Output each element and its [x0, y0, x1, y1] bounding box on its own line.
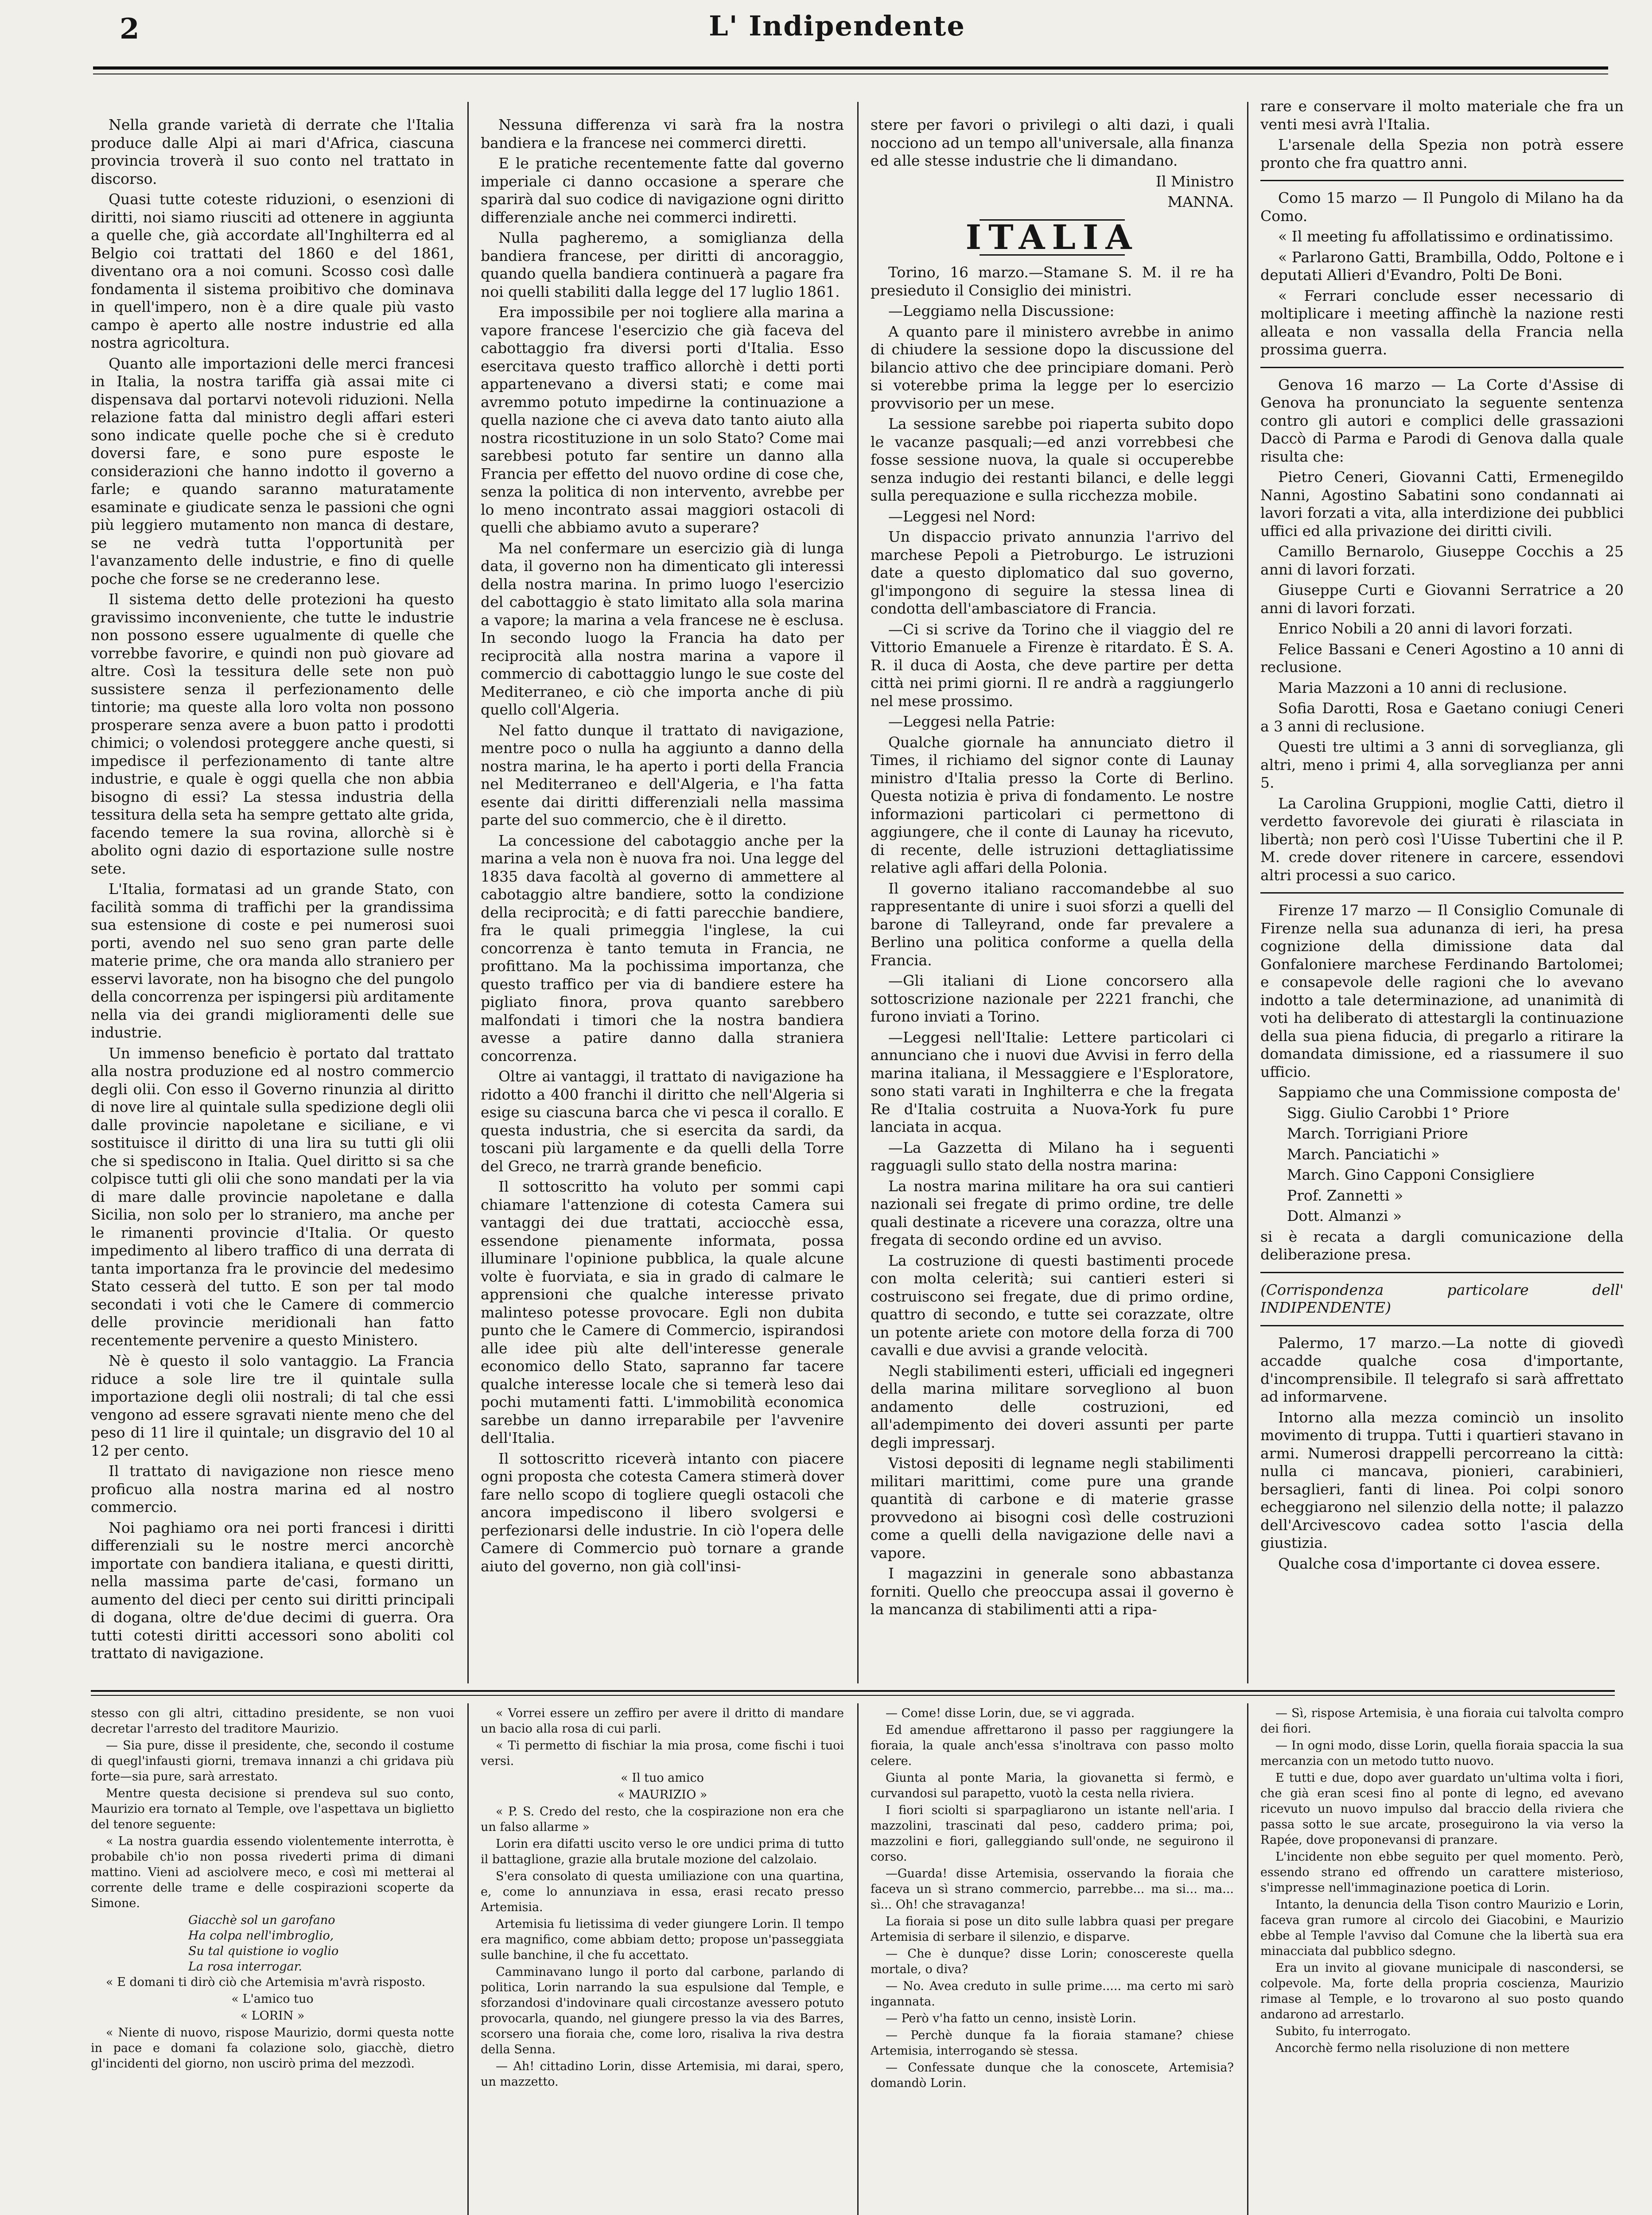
paragraph: Nel fatto dunque il trattato di navigazione, mentre poco o nulla ha aggiunto a danno della nostra marina, le ha aperto i porti della Francia nel Mediterraneo e dell'Algeria, e l'ha fatta esente dai diritti differenziali nella massima parte del suo commercio, che è il diretto. — [481, 721, 844, 828]
paragraph: — Però v'ha fatto un cenno, insistè Lorin. — [886, 2012, 1136, 2025]
paragraph: Qualche giornale ha annunciato dietro il Times, il richiamo del signor conte di Launay ministro d'Italia presso la Corte di Berlino. Questa notizia è priva di fondamento. Le nostre informazioni particolari ci permettono di aggiungere, che il conte di Launay ha ricevuto, di recente, delle istruzioni dettagliatissime relative agli affari della Polonia. — [871, 733, 1234, 876]
paragraph: — In ogni modo, disse Lorin, quella fioraia spaccia la sua mercanzia con un metodo tutto nuovo. — [1260, 1739, 1624, 1768]
paragraph: — Sì, rispose Artemisia, è una fioraia cui talvolta compro dei fiori. — [1260, 1706, 1624, 1736]
paragraph: Nè è questo il solo vantaggio. La Francia riduce a sole lire tre il quintale sulla importazione degli olii nostrali; di tal che essi vengono ad essere sgravati niente meno che del peso di 11 lire il quintale; un disgravio del 10 al 12 per cento. — [91, 1352, 454, 1459]
paragraph: Sofia Darotti, Rosa e Gaetano coniugi Ceneri a 3 anni di reclusione. — [1260, 699, 1624, 735]
page-number: 2 — [120, 12, 140, 46]
paragraph: Giunta al ponte Maria, la giovanetta si fermò, e curvandosi sul parapetto, vuotò la cesta nella riviera. — [871, 1771, 1234, 1800]
paragraph: Torino, 16 marzo.—Stamane S. M. il re ha presieduto il Consiglio dei ministri. — [871, 264, 1234, 299]
separator — [1260, 892, 1624, 894]
list-item: March. Panciatichi » — [1287, 1145, 1440, 1163]
paragraph: Subito, fu interrogato. — [1275, 2025, 1411, 2038]
paragraph: Era un invito al giovane municipale di nascondersi, se colpevole. Ma, forte della propria coscienza, Maurizio rimase al Temple, e lo trovarono al suo posto quando andarono ad arrestarlo. — [1260, 1961, 1624, 2021]
paragraph: S'era consolato di questa umiliazione con una quartina, e, come lo annunziava in essa, erasi recato presso Artemisia. — [481, 1869, 844, 1914]
paragraph: Quasi tutte coteste riduzioni, o esenzioni di diritti, noi siamo riusciti ad ottenere in aggiunta a quelle che, già accordate all'Inghilterra ed al Belgio coi trattati del 1860 e del 1861, diventano ora a noi comuni. Scosso così dalle fondamenta il sistema proibitivo che dominava in quell'impero, non è a dire quale più vasto campo è aperto alle nostre industrie ed alla nostra agricoltura. — [91, 190, 454, 351]
paragraph: Era impossibile per noi togliere alla marina a vapore francese l'esercizio che già faceva del cabottaggio fra diversi porti d'Italia. Esso esercitava questo traffico allorchè i detti porti appartenevano a diversi stati; e come mai avremmo potuto impedirne la continuazione a quella nazione che ci aveva dato tanto aiuto alla nostra ricostituzione in un solo Stato? Come mai sarebbesi potuto far sentire un danno alla Francia per effetto del nuovo ordine di cose che, senza la politica di non intervento, avrebbe per lo meno incontrato assai maggiori ostacoli di quelli che abbiamo avuto a superare? — [481, 303, 844, 536]
paragraph: Oltre ai vantaggi, il trattato di navigazione ha ridotto a 400 franchi il diritto che nell'Algeria si esige su ciascuna barca che vi pesca il corallo. E questa industria, che si esercita da sardi, da toscani più largamente e da quelli della Torre del Greco, ne trarrà grande beneficio. — [481, 1068, 844, 1175]
list-item: Dott. Almanzi » — [1287, 1207, 1402, 1224]
paragraph: Questi tre ultimi a 3 anni di sorveglianza, gli altri, meno i primi 4, alla sorveglianza per anni 5. — [1260, 738, 1624, 791]
paragraph: « Parlarono Gatti, Brambilla, Oddo, Poltone e i deputati Allieri d'Evandro, Polti De Boni. — [1260, 248, 1624, 284]
paragraph: Il trattato di navigazione non riesce meno proficuo alla nostra marina ed al nostro commercio. — [91, 1462, 454, 1516]
paragraph: Camminavano lungo il porto dal carbone, parlando di politica, Lorin narrando la sua espulsione dal Temple, e sforzandosi d'indovinare quali circostanze avessero potuto provocarla, quando, nel giungere presso la via des Barres, scorsero una fioraia che, come loro, risaliva la riva destra della Senna. — [481, 1965, 844, 2056]
paragraph: Quanto alle importazioni delle merci francesi in Italia, la nostra tariffa già assai mite ci dispensava dal portarvi notevoli riduzioni. Nella relazione fatta dal ministro degli affari esteri sono indicate quelle poche che si è creduto doversi fare, e sono pure esposte le considerazioni che hanno indotto il governo a farle; e quando saranno maturatamente esaminate e giudicate senza le passioni che ogni più leggiero mutamento non manca di destare, se ne vedrà tutta l'opportunità per l'avanzamento delle industrie, e fino di quelle poche che forse se ne crederanno lese. — [91, 354, 454, 587]
paragraph: « La nostra guardia essendo violentemente interrotta, è probabile ch'io non possa rivederti prima di dimani mattino. Vieni ad asciolvere meco, e così mi metterai al corrente delle trame e delle cospirazioni scoperte da Simone. — [91, 1834, 454, 1910]
paragraph: La concessione del cabotaggio anche per la marina a vela non è nuova fra noi. Una legge del 1835 dava facoltà al governo di ammettere al cabotaggio altre bandiere, sotto la condizione della reciprocità; e di fatti parecchie bandiere, fra le quali primeggia l'inglese, la cui concorrenza è tanto temuta in Francia, ne profittano. Ma la pochissima importanza, che questo traffico per via di bandiere estere ha pigliato finora, prova quanto sarebbero malfondati i timori che la nostra bandiera avesse a patire danno dalla straniera concorrenza. — [481, 832, 844, 1065]
paragraph: Negli stabilimenti esteri, ufficiali ed ingegneri della marina militare sorvegliono al buon andamento delle costruzioni, ed all'adempimento dei doveri assunti per parte degli impressarj. — [871, 1362, 1234, 1451]
column-divider — [857, 1703, 859, 2215]
section-title: ITALIA — [965, 217, 1139, 257]
paragraph: si è recata a dargli comunicazione della deliberazione presa. — [1260, 1228, 1624, 1263]
paragraph: stere per favori o privilegi o alti dazi, i quali nocciono ad un tempo all'universale, alla finanza ed alle stesse industrie che li dimandano. — [871, 116, 1234, 169]
paragraph: rare e conservare il molto materiale che fra un venti mesi avrà l'Italia. — [1260, 97, 1624, 133]
paragraph: Camillo Bernarolo, Giuseppe Cocchis a 25 anni di lavori forzati. — [1260, 543, 1624, 578]
paragraph: Palermo, 17 marzo.—La notte di giovedì accadde qualche cosa d'importante, d'incomprensibile. Il telegrafo si sarà affrettato ad informarvene. — [1260, 1334, 1624, 1405]
column-1 — [91, 116, 454, 1667]
paragraph: Enrico Nobili a 20 anni di lavori forzati. — [1278, 620, 1573, 637]
paragraph: A quanto pare il ministero avrebbe in animo di chiudere la sessione dopo la discussione del bilancio attivo che dee principiare domani. Però si voterebbe prima la legge per lo esercizio provvisorio per un mese. — [871, 323, 1234, 412]
paragraph: Un dispaccio privato annunzia l'arrivo del marchese Pepoli a Pietroburgo. Le istruzioni date a questo diplomatico dal suo governo, gl'impongono di seguire la stessa linea di condotta dell'ambasciatore di Francia. — [871, 528, 1234, 617]
paragraph: E le pratiche recentemente fatte dal governo imperiale ci danno occasione a sperare che sparirà dal suo codice di navigazione ogni diritto differenziale anche nei commerci indiretti. — [481, 155, 844, 226]
column-divider — [467, 1703, 469, 2215]
paragraph: —La Gazzetta di Milano ha i seguenti ragguagli sullo stato della nostra marina: — [871, 1139, 1234, 1174]
column-4 — [1260, 97, 1624, 1675]
paragraph: —Leggesi nell'Italie: Lettere particolari ci annunciano che i nuovi due Avvisi in ferro della marina italiana, il Messaggiere e l'Esploratore, sono stati varati in Inghilterra e che la fregata Re d'Italia costruita a Nuova-York fu pure lanciata in acqua. — [871, 1028, 1234, 1135]
masthead: L' Indipendente — [709, 10, 965, 42]
paragraph: — Che è dunque? disse Lorin; conoscereste quella mortale, o diva? — [871, 1947, 1234, 1976]
paragraph: —Ci si scrive da Torino che il viaggio del re Vittorio Emanuele a Firenze è ritardato. È S. A. R. il duca di Aosta, che deve partire per detta città nei primi giorni. Il re andrà a raggiungerlo nel mese prossimo. — [871, 620, 1234, 710]
paragraph: Ed amendue affrettarono il passo per raggiungere la fioraia, la quale anch'essa s'inoltrava con passo molto celere. — [871, 1723, 1234, 1768]
paragraph: — No. Avea creduto in sulle prime..... ma certo mi sarò ingannata. — [871, 1979, 1234, 2009]
paragraph: Un immenso beneficio è portato dal trattato alla nostra produzione ed al nostro commercio degli olii. Con esso il Governo rinunzia al diritto di nove lire al quintale sulla spedizione degli olii dalle provincie napoletane e siciliane, e vi sostituisce il diritto di una lira su tutti gli olii che si spediscono in Italia. Quel diritto si sa che colpisce tutti gli olii che sono mandati per la via di mare dalle provincie napoletane e dalla Sicilia, non solo per lo straniero, ma anche per le rimanenti provincie d'Italia. Or questo impedimento al libero traffico di una derrata di tanta importanza fra le provincie del medesimo Stato cesserà del tutto. E son per tal modo secondati i voti che le Camere di commercio delle provincie meridionali han fatto recentemente pervenire a questo Ministero. — [91, 1044, 454, 1349]
separator — [1260, 180, 1624, 181]
column-divider — [467, 102, 469, 1683]
paragraph: stesso con gli altri, cittadino presidente, se non vuoi decretar l'arresto del traditore Maurizio. — [91, 1706, 454, 1736]
paragraph: La fioraia si pose un dito sulle labbra quasi per pregare Artemisia di serbare il silenzio, e disparve. — [871, 1915, 1234, 1944]
list-item: March. Gino Capponi Consigliere — [1287, 1166, 1535, 1183]
paragraph: « Ferrari conclude esser necessario di moltiplicare i meeting affinchè la nazione resti alleata e non vassalla della Francia nella prossima guerra. — [1260, 287, 1624, 358]
paragraph: — Ah! cittadino Lorin, disse Artemisia, mi darai, spero, un mazzetto. — [481, 2060, 844, 2089]
header-rule — [93, 66, 1608, 70]
signature-name: MANNA. — [1167, 193, 1234, 210]
paragraph: —Leggesi nel Nord: — [888, 507, 1036, 525]
column-divider — [1247, 102, 1248, 1683]
paragraph: Noi paghiamo ora nei porti francesi i diritti differenziali su le nostre merci ancorchè importate con bandiera italiana, e questi diritti, nella massima parte de'casi, formano un aumento del dieci per cento sui diritti principali di dogana, oltre de'due decimi di guerra. Ora tutti cotesti diritti accessori sono aboliti col trattato di navigazione. — [91, 1519, 454, 1662]
paragraph: « P. S. Credo del resto, che la cospirazione non era che un falso allarme » — [481, 1805, 844, 1834]
paragraph: Felice Bassani e Ceneri Agostino a 10 anni di reclusione. — [1260, 640, 1624, 676]
paragraph: —Gli italiani di Lione concorsero alla sottoscrizione nazionale per 2221 franchi, che furono inviati a Torino. — [871, 972, 1234, 1025]
column-2 — [481, 116, 844, 1667]
paragraph: Firenze 17 marzo — Il Consiglio Comunale di Firenze nella sua adunanza di ieri, ha presa cognizione della dimissione data dal Gonfaloniere marchese Ferdinando Bartolomei; e consapevole delle ragioni che lo avevano indotto a tale determinazione, ad unanimità di voti ha deliberato di attestargli la continuazione della sua piena fiducia, di pregarlo a ritirare la domandata dimissione, ed a riassumere il suo ufficio. — [1260, 902, 1624, 1080]
paragraph: Qualche cosa d'importante ci dovea essere. — [1278, 1554, 1601, 1572]
feuilleton-rule — [91, 1690, 1615, 1692]
paragraph: I fiori sciolti si sparpagliarono un istante nell'aria. I mazzolini, trascinati dal peso, caddero prima; poi, mazzolini e fiori, galleggiando sull'onde, ne seguirono il corso. — [871, 1803, 1234, 1864]
paragraph: La sessione sarebbe poi riaperta subito dopo le vacanze pasquali;—ed anzi vorrebbesi che fosse sessione nuova, la quale si occuperebbe senza indugio dei restanti bilanci, e delle leggi sulla perequazione e sulla ricchezza mobile. — [871, 415, 1234, 504]
verse-line: Su tal quistione io voglio — [188, 1944, 339, 1958]
paragraph: Nessuna differenza vi sarà fra la nostra bandiera e la francese nei commerci diretti. — [481, 116, 844, 152]
letter-signature: « MAURIZIO » — [617, 1788, 707, 1802]
separator — [1260, 367, 1624, 368]
paragraph: Intorno alla mezza cominciò un insolito movimento di truppa. Tutti i quartieri stavano in armi. Numerosi drappelli percorreano la città: nulla ci mancava, pionieri, carabinieri, bersaglieri, fanti di linea. Poi colpi sonoro echeggiarono nel silenzio della notte; il palazzo dell'Arcivescovo cadea sotto l'ascia della giustizia. — [1260, 1408, 1624, 1551]
paragraph: Il sistema detto delle protezioni ha questo gravissimo inconveniente, che tutte le industrie non possono essere ugualmente di quelle che vorrebbe favorire, e quindi non può giovare ad altre. Così la tessitura delle sete non può sussistere senza il perfezionamento delle tintorie; ma queste alla loro volta non possono prosperare senza avere a buon patto i prodotti chimici; o volendosi proteggere anche questi, si impedisce il perfezionamento di tante altre industrie, e quale è oggi quella che non abbia bisogno di essi? La stessa industria della tessitura della seta ha sempre gettato alte grida, facendo temere la sua rovina, allorchè si è abolito ogni dazio di esportazione sulle nostre sete. — [91, 591, 454, 877]
paragraph: L'arsenale della Spezia non potrà essere pronto che fra quattro anni. — [1260, 136, 1624, 171]
paragraph: « Ti permetto di fischiar la mia prosa, come fischi i tuoi versi. — [481, 1739, 844, 1768]
paragraph: « Il meeting fu affollatissimo e ordinatissimo. — [1278, 228, 1613, 245]
list-item: Prof. Zannetti » — [1287, 1186, 1403, 1204]
paragraph: Il governo italiano raccomandebbe al suo rappresentante di unire i suoi sforzi a quelli del barone di Talleyrand, onde far prevalere a Berlino una politica conforme a quella della Francia. — [871, 879, 1234, 969]
signature-title: Il Ministro — [1155, 172, 1234, 190]
paragraph: Il sottoscritto riceverà intanto con piacere ogni proposta che cotesta Camera stimerà dover fare nello scopo di togliere quegli ostacoli che ancora impediscono il libero svolgersi e perfezionarsi delle industrie. In ciò l'opera delle Camere di Commercio può tornare a grande aiuto del governo, non già coll'insi- — [481, 1449, 844, 1575]
feuilleton-rule-thin — [91, 1695, 1615, 1696]
paragraph: L'incidente non ebbe seguito per quel momento. Però, essendo strano ed offrendo un carattere misterioso, s'impresse nell'immaginazione poetica di Lorin. — [1260, 1850, 1624, 1895]
separator — [1260, 1325, 1624, 1326]
feuilleton-column-4 — [1260, 1706, 1624, 2215]
list-item: Sigg. Giulio Carobbi 1° Priore — [1287, 1104, 1509, 1122]
paragraph: Pietro Ceneri, Giovanni Catti, Ermenegildo Nanni, Agostino Sabatini sono condannati ai lavori forzati a vita, alla interdizione dei pubblici uffici ed alla privazione dei diritti civili. — [1260, 468, 1624, 540]
paragraph: — Come! disse Lorin, due, se vi aggrada. — [886, 1706, 1135, 1720]
paragraph: Mentre questa decisione si prendeva sul suo conto, Maurizio era tornato al Temple, ove l'aspettava un biglietto del tenore seguente: — [91, 1787, 454, 1831]
paragraph: Lorin era difatti uscito verso le ore undici prima di tutto il battaglione, grazie alla brutale mozione del calzolaio. — [481, 1837, 844, 1866]
correspondence-heading: (Corrispondenza particolare dell' INDIPENDENTE) — [1260, 1281, 1624, 1316]
paragraph: L'Italia, formatasi ad un grande Stato, con facilità somma di traffichi per la grandissima sua estensione di coste e pei numerosi suoi porti, avendo nel suo seno gran parte delle materie prime, che ora manda allo straniero per esservi lavorate, non ha bisogno che del pungolo della concorrenza per ispingersi più arditamente nella via dei grandi miglioramenti delle sue industrie. — [91, 880, 454, 1041]
letter-closing: « L'amico tuo — [231, 1992, 314, 2006]
paragraph: E tutti e due, dopo aver guardato un'ultima volta i fiori, che già eran scesi fino al ponte di legno, ed avevano ricevuto un nuovo impulso dal braccio della riviera che passa sotto le sue arcate, proseguirono la via verso la Rapée, dove proponevansi di pranzare. — [1260, 1771, 1624, 1847]
verse-line: La rosa interrogar. — [188, 1960, 303, 1974]
paragraph: La Carolina Gruppioni, moglie Catti, dietro il verdetto favorevole dei giurati è rilasciata in libertà; non però così l'Uisse Tubertini che il P. M. crede dover ritenere in carcere, essendovi altri processi a suo carico. — [1260, 794, 1624, 884]
column-3 — [871, 116, 1234, 1667]
paragraph: Nulla pagheremo, a somiglianza della bandiera francese, per diritti di ancoraggio, quando quella bandiera continuerà a pagare fra noi quelli stabiliti dalla legge del 17 luglio 1861. — [481, 229, 844, 300]
paragraph: — Perchè dunque fa la fioraia stamane? chiese Artemisia, interrogando sè stessa. — [871, 2028, 1234, 2058]
paragraph: Giuseppe Curti e Giovanni Serratrice a 20 anni di lavori forzati. — [1260, 581, 1624, 617]
feuilleton-column-1 — [91, 1706, 454, 2215]
verse-line: Ha colpa nell'imbroglio, — [188, 1929, 334, 1943]
paragraph: Artemisia fu lietissima di veder giungere Lorin. Il tempo era magnifico, come abbiam detto; propose un'passeggiata sulle banchine, il che fu accettato. — [481, 1917, 844, 1962]
paragraph: — Sia pure, disse il presidente, che, secondo il costume di quegl'infausti giorni, tremava innanzi a chi gridava più forte—sia pure, sarà arrestato. — [91, 1739, 454, 1784]
paragraph: La costruzione di questi bastimenti procede con molta celerità; sui cantieri esteri si costruiscono sei fregate, due di primo ordine, quattro di secondo, e tutte sei corazzate, oltre un potente ariete con motore della forza di 700 cavalli e due avvisi a grande velocità. — [871, 1251, 1234, 1359]
column-divider — [1247, 1703, 1248, 2215]
letter-closing: « Il tuo amico — [621, 1771, 704, 1785]
paragraph: Maria Mazzoni a 10 anni di reclusione. — [1278, 679, 1567, 696]
paragraph: —Guarda! disse Artemisia, osservando la fioraia che faceva un sì strano commercio, parrebbe... ma si... ma... sì... Oh! che stravaganza! — [871, 1867, 1234, 1912]
paragraph: — Confessate dunque che la conoscete, Artemisia? domandò Lorin. — [871, 2061, 1234, 2090]
paragraph: Nella grande varietà di derrate che l'Italia produce dalle Alpi ai mari d'Africa, ciascuna provincia troverà il suo conto nel trattato in discorso. — [91, 116, 454, 187]
paragraph: Il sottoscritto ha voluto per sommi capi chiamare l'attenzione di cotesta Camera sui vantaggi dei due trattati, acciocchè essa, essendone pienamente informata, possa illuminare l'opinione pubblica, la quale alcune volte è fuorviata, e sia in grado di calmare le apprensioni che qualche interesse privato malinteso potesse provocare. Egli non dubita punto che le Camere di Commercio, ispirandosi alle idee più alte dell'interesse generale economico dello Stato, sapranno far tacere qualche interesse locale che si temerà leso dai pochi mutamenti fatti. L'immobilità economica sarebbe un danno irreparabile per l'avvenire dell'Italia. — [481, 1178, 844, 1446]
paragraph: I magazzini in generale sono abbastanza forniti. Quello che preoccupa assai il governo è la mancanza di stabilimenti atti a ripa- — [871, 1565, 1234, 1618]
paragraph: —Leggesi nella Patrie: — [888, 713, 1055, 730]
paragraph: « Niente di nuovo, rispose Maurizio, dormi questa notte in pace e domani fa colazione solo, giacchè, dietro gl'incidenti del giorno, non uscirò prima del mezzodì. — [91, 2026, 454, 2071]
paragraph: « Vorrei essere un zeffiro per avere il dritto di mandare un bacio alla rosa di cui parli. — [481, 1706, 844, 1736]
verse-line: Giacchè sol un garofano — [188, 1913, 335, 1927]
paragraph: La nostra marina militare ha ora sui cantieri nazionali sei fregate di primo ordine, tre delle quali destinate a ricevere una corazza, oltre una fregata di secondo ordine ed un avviso. — [871, 1177, 1234, 1248]
paragraph: Vistosi depositi di legname negli stabilimenti militari marittimi, come pure una grande quantità di carbone e di materie grasse provvedono ai bisogni così delle costruzioni come a quelli della navigazione delle navi a vapore. — [871, 1454, 1234, 1562]
paragraph: Ma nel confermare un esercizio già di lunga data, il governo non ha dimenticato gli interessi della nostra marina. In primo luogo l'esercizio del cabottaggio è stato limitato alla sola marina a vapore; la marina a vela francese ne è esclusa. In secondo luogo la Francia ha dato per reciprocità alla nostra marina a vapore il commercio di cabottaggio lungo le sue coste del Mediterraneo, e ciò che importa anche di più quello coll'Algeria. — [481, 539, 844, 718]
column-divider — [857, 102, 859, 1683]
paragraph: Ancorchè fermo nella risoluzione di non mettere — [1275, 2041, 1570, 2055]
paragraph: « E domani ti dirò ciò che Artemisia m'avrà risposto. — [106, 1975, 426, 1989]
paragraph: Genova 16 marzo — La Corte d'Assise di Genova ha pronunciato la seguente sentenza contro gli autori e complici delle grassazioni Daccò di Parma e Parodi di Genova dalla quale risulta che: — [1260, 376, 1624, 465]
list-item: March. Torrigiani Priore — [1287, 1125, 1468, 1142]
separator — [1260, 1272, 1624, 1273]
letter-signature: « LORIN » — [240, 2009, 305, 2023]
feuilleton-column-2 — [481, 1706, 844, 2215]
paragraph: Intanto, la denuncia della Tison contro Maurizio e Lorin, faceva gran rumore al circolo dei Giacobini, e Maurizio ebbe al Temple l'avviso dal Comune che la libertà sua era minacciata dal pubblico sdegno. — [1260, 1898, 1624, 1958]
paragraph: Sappiamo che una Commissione composta de' — [1278, 1084, 1621, 1101]
feuilleton-column-3 — [871, 1706, 1234, 2215]
paragraph: Como 15 marzo — Il Pungolo di Milano ha da Como. — [1260, 189, 1624, 225]
paragraph: —Leggiamo nella Discussione: — [888, 302, 1115, 319]
